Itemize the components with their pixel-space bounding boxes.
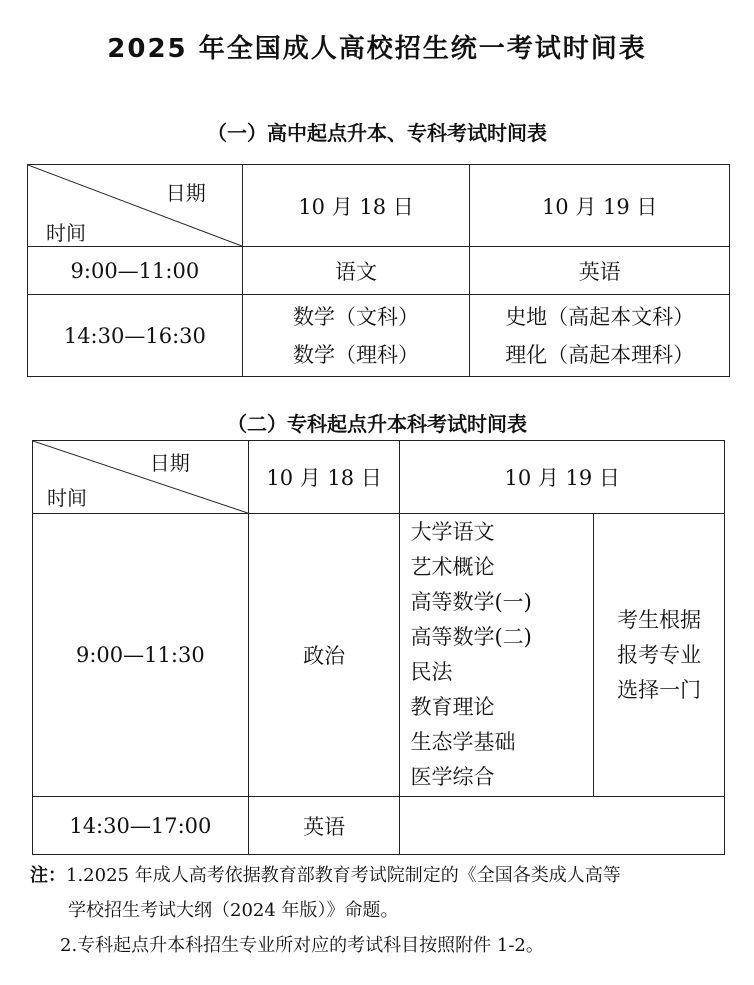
time-cell: 9:00—11:30	[33, 514, 249, 797]
table-row	[33, 797, 725, 855]
subject-item: 民法	[410, 660, 453, 684]
date-header-day2: 10 月 19 日	[400, 441, 725, 514]
time-cell: 14:30—17:00	[33, 797, 249, 855]
note-line-1	[30, 858, 730, 893]
time-label: 时间	[46, 221, 86, 245]
table-high-school-start	[27, 164, 730, 377]
subject-item: 高等数学(一)	[410, 590, 532, 614]
table-header-row	[28, 165, 730, 247]
table-row	[33, 514, 725, 797]
date-label: 日期	[149, 451, 190, 475]
section1-heading: （一）高中起点升本、专科考试时间表	[207, 121, 547, 145]
subject-cell	[242, 295, 470, 377]
subject-item: 数学（理科）	[293, 342, 420, 367]
note-text: 1.2025 年成人高考依据教育部教育考试院制定的《全国各类成人高等	[66, 865, 621, 886]
table-row	[28, 295, 730, 377]
selection-note-cell	[594, 514, 725, 797]
subject-item: 高等数学(二)	[410, 625, 532, 649]
note-line-2: 2.专科起点升本科招生专业所对应的考试科目按照附件 1-2。	[60, 935, 544, 956]
page-title: 2025 年全国成人高校招生统一考试时间表	[107, 34, 647, 64]
time-cell: 9:00—11:00	[28, 247, 243, 295]
table-row	[28, 247, 730, 295]
selection-note-line: 报考专业	[617, 642, 702, 667]
note-label: 注：	[30, 865, 66, 886]
table-college-start	[32, 440, 725, 855]
note-line-1-continued: 学校招生考试大纲（2024 年版）》命题。	[68, 900, 399, 921]
subject-item: 教育理论	[410, 695, 495, 719]
subject-item: 大学语文	[410, 520, 495, 544]
diagonal-header-cell	[33, 441, 249, 514]
section2-heading: （二）专科起点升本科考试时间表	[227, 412, 527, 436]
time-cell: 14:30—16:30	[28, 295, 243, 377]
date-header-day1: 10 月 18 日	[242, 165, 470, 247]
subject-item: 史地（高起本文科）	[505, 304, 695, 329]
subject-list-cell	[400, 514, 594, 797]
subject-item: 数学（文科）	[293, 304, 420, 329]
table-header-row	[33, 441, 725, 514]
date-label: 日期	[165, 181, 206, 205]
subject-cell	[470, 295, 730, 377]
subject-cell: 英语	[248, 797, 400, 855]
time-label: 时间	[47, 486, 87, 510]
subject-item: 医学综合	[410, 765, 495, 789]
empty-cell	[400, 797, 725, 855]
subject-cell: 政治	[248, 514, 400, 797]
selection-note-line: 选择一门	[617, 677, 702, 702]
date-header-day1: 10 月 18 日	[248, 441, 400, 514]
subject-item: 艺术概论	[410, 555, 495, 579]
selection-note-line: 考生根据	[617, 607, 702, 632]
date-header-day2: 10 月 19 日	[470, 165, 730, 247]
subject-cell: 语文	[242, 247, 470, 295]
diagonal-header-cell	[28, 165, 243, 247]
subject-cell: 英语	[470, 247, 730, 295]
notes	[30, 858, 730, 963]
subject-item: 理化（高起本理科）	[505, 342, 695, 367]
subject-item: 生态学基础	[410, 730, 516, 754]
